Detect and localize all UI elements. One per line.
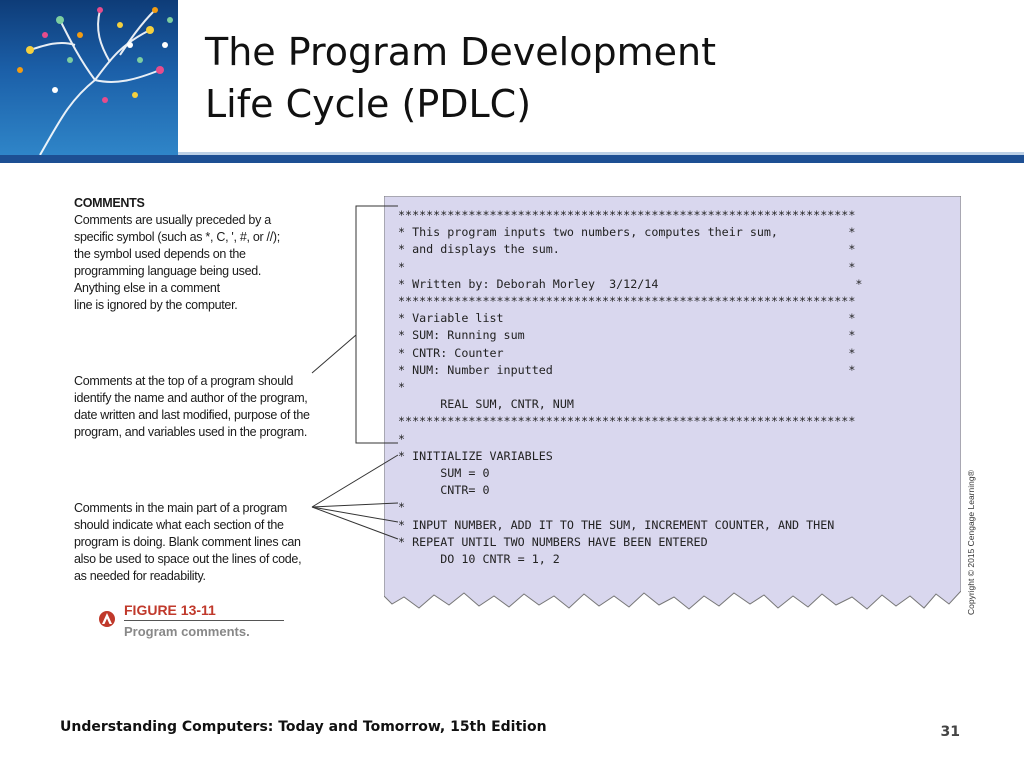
comments-heading: COMMENTS [74, 196, 145, 210]
slide-title: The Program Development Life Cycle (PDLC) [205, 30, 716, 126]
code-line: * and displays the sum. * [398, 242, 856, 257]
code-line: * This program inputs two numbers, computes their sum, * [398, 225, 856, 240]
code-line: * CNTR: Counter * [398, 345, 856, 360]
code-line: SUM = 0 [398, 466, 490, 481]
main-note-pointer-3 [312, 507, 398, 522]
code-line: * * [398, 259, 856, 274]
comments-body: Comments are usually preceded by a specific symbol (such as *, C, ', #, or //); the symbol used depends on the programming language being used. Anything else in a comment line is ignored by the computer. [74, 213, 280, 312]
main-note-pointer-2 [312, 503, 398, 507]
main-note-pointer-1 [312, 455, 398, 507]
code-line: * Variable list * [398, 311, 856, 326]
code-line: * REPEAT UNTIL TWO NUMBERS HAVE BEEN ENTERED [398, 534, 708, 549]
code-line: * [398, 380, 406, 395]
code-line: * SUM: Running sum * [398, 328, 856, 343]
figure-subtitle: Program comments. [124, 624, 250, 639]
code-line: ***************************************************************** [398, 414, 856, 429]
code-line: * INPUT NUMBER, ADD IT TO THE SUM, INCREMENT COUNTER, AND THEN [398, 517, 835, 532]
code-line: * NUM: Number inputted * [398, 362, 856, 377]
code-line: ***************************************************************** [398, 294, 856, 309]
page-number: 31 [940, 724, 960, 740]
code-line: DO 10 CNTR = 1, 2 [398, 552, 560, 567]
code-line: REAL SUM, CNTR, NUM [398, 397, 574, 412]
code-line: * [398, 500, 406, 515]
code-line: * [398, 431, 406, 446]
figure-marker-icon [98, 610, 116, 628]
copyright-text: Copyright © 2015 Cengage Learning® [966, 470, 976, 615]
main-comments-note: Comments in the main part of a program should indicate what each section of the program is doing. Blank comment lines can also be used to space out the lines of code, as needed for readability. [74, 501, 302, 583]
top-comments-note: Comments at the top of a program should identify the name and author of the program, date written and last modified, purpose of the program, and variables used in the program. [74, 374, 310, 439]
header-comment-bracket [356, 206, 398, 443]
main-note-pointer-4 [312, 507, 398, 539]
top-note-pointer [312, 335, 356, 373]
code-line: CNTR= 0 [398, 483, 490, 498]
code-line: * INITIALIZE VARIABLES [398, 448, 553, 463]
code-line: * Written by: Deborah Morley 3/12/14 * [398, 276, 863, 291]
code-line: ***************************************************************** [398, 208, 856, 222]
figure-title: FIGURE 13-11 [124, 602, 284, 621]
footer-source: Understanding Computers: Today and Tomorrow, 15th Edition [60, 719, 547, 735]
